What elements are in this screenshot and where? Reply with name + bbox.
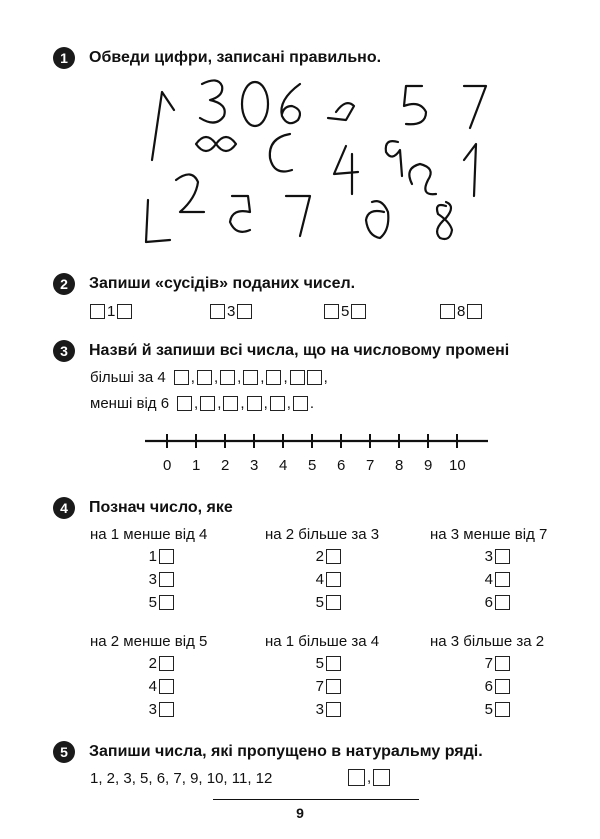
choice-group-4: на 2 менше від 5 2 4 3	[90, 633, 208, 718]
choice-box[interactable]	[326, 595, 341, 610]
digit-5	[404, 86, 426, 124]
task-1-title: Обведи цифри, записані правильно.	[89, 49, 382, 66]
answer-box[interactable]	[247, 396, 262, 411]
tick-label: 4	[279, 457, 288, 474]
answer-box[interactable]	[348, 769, 365, 786]
number-line-labels	[0, 457, 600, 477]
choice-box[interactable]	[495, 702, 510, 717]
choice-box[interactable]	[159, 595, 174, 610]
digit-mirrored-1	[152, 92, 174, 160]
neighbour-item-3: 5	[324, 303, 366, 320]
answer-box[interactable]	[237, 304, 252, 319]
choice-box[interactable]	[495, 595, 510, 610]
answer-box[interactable]	[351, 304, 366, 319]
answer-box[interactable]	[223, 396, 238, 411]
answer-box[interactable]	[266, 370, 281, 385]
answer-box[interactable]	[210, 304, 225, 319]
answer-box[interactable]	[307, 370, 322, 385]
number-sequence: 1, 2, 3, 5, 6, 7, 9, 10, 11, 12	[90, 770, 273, 787]
choice-box[interactable]	[326, 549, 341, 564]
answer-box[interactable]	[290, 370, 305, 385]
choice-box[interactable]	[326, 702, 341, 717]
digit-3	[200, 80, 225, 122]
choice-box[interactable]	[159, 679, 174, 694]
task-5-title: Запиши числа, які пропущено в натуральму ряді.	[89, 743, 483, 760]
digit-7	[464, 86, 486, 128]
task-number-4: 4	[53, 497, 75, 519]
choice-box[interactable]	[495, 549, 510, 564]
neighbour-item-1: 1	[90, 303, 132, 320]
page-number: 9	[296, 805, 304, 821]
choice-box[interactable]	[159, 572, 174, 587]
neighbour-item-4: 8	[440, 303, 482, 320]
task-number-1: 1	[53, 47, 75, 69]
choice-group-2: на 2 більше за 3 2 4 5	[265, 526, 380, 611]
choice-box[interactable]	[326, 656, 341, 671]
less-than-row: менші від 6 , , , , , .	[90, 395, 315, 412]
answer-box[interactable]	[293, 396, 308, 411]
task-4-title: Познач число, яке	[89, 499, 233, 516]
tick-label: 3	[250, 457, 259, 474]
tick-label: 7	[366, 457, 375, 474]
answer-box[interactable]	[90, 304, 105, 319]
answer-box[interactable]	[467, 304, 482, 319]
choice-box[interactable]	[159, 702, 174, 717]
digit-c-shape	[270, 134, 292, 172]
task-number-2: 2	[53, 273, 75, 295]
answer-box[interactable]	[324, 304, 339, 319]
greater-than-row: більші за 4 , , , , , ,	[90, 369, 328, 386]
digit-6	[281, 84, 300, 123]
answer-box[interactable]	[174, 370, 189, 385]
tick-label: 10	[449, 457, 466, 474]
tick-label: 6	[337, 457, 346, 474]
choice-group-6: на 3 більше за 2 7 6 5	[430, 633, 545, 718]
digit-l-shape	[146, 200, 170, 242]
digit-7-lower	[286, 196, 310, 236]
digit-mirrored-5	[230, 196, 250, 232]
digit-1	[464, 144, 476, 196]
choice-box[interactable]	[495, 679, 510, 694]
digit-6-lower	[366, 201, 388, 238]
answer-box[interactable]	[197, 370, 212, 385]
digit-0	[242, 82, 268, 126]
footer-rule	[213, 799, 419, 800]
answer-box[interactable]	[440, 304, 455, 319]
choice-group-1: на 1 менше від 4 1 3 5	[90, 526, 208, 611]
digit-2	[176, 174, 204, 212]
task-2-title: Запиши «сусідів» поданих чисел.	[89, 275, 356, 292]
answer-box[interactable]	[200, 396, 215, 411]
answer-box[interactable]	[270, 396, 285, 411]
tick-label: 1	[192, 457, 201, 474]
digit-4	[334, 146, 358, 194]
tick-label: 2	[221, 457, 230, 474]
answer-box[interactable]	[220, 370, 235, 385]
task-number-5: 5	[53, 741, 75, 763]
answer-box[interactable]	[117, 304, 132, 319]
digit-8	[437, 202, 452, 239]
choice-box[interactable]	[326, 572, 341, 587]
handwritten-digits-illustration	[140, 72, 500, 252]
choice-group-3: на 3 менше від 7 3 4 6	[430, 526, 548, 611]
digit-9	[386, 141, 402, 176]
choice-group-5: на 1 більше за 4 5 7 3	[265, 633, 380, 718]
tick-label: 8	[395, 457, 404, 474]
choice-box[interactable]	[495, 656, 510, 671]
missing-numbers-answer: ,	[348, 769, 390, 786]
digit-mirrored-2	[328, 103, 354, 120]
digit-mirrored-script-2	[409, 164, 436, 194]
answer-box[interactable]	[243, 370, 258, 385]
number-line	[140, 430, 500, 454]
digit-sideways-8	[196, 137, 236, 151]
tick-label: 0	[163, 457, 172, 474]
choice-box[interactable]	[495, 572, 510, 587]
answer-box[interactable]	[373, 769, 390, 786]
task-3-title: Назви́ й запиши всі числа, що на числовому промені	[89, 342, 510, 359]
tick-label: 9	[424, 457, 433, 474]
neighbour-item-2: 3	[210, 303, 252, 320]
task-number-3: 3	[53, 340, 75, 362]
choice-box[interactable]	[326, 679, 341, 694]
choice-box[interactable]	[159, 549, 174, 564]
tick-label: 5	[308, 457, 317, 474]
answer-box[interactable]	[177, 396, 192, 411]
choice-box[interactable]	[159, 656, 174, 671]
